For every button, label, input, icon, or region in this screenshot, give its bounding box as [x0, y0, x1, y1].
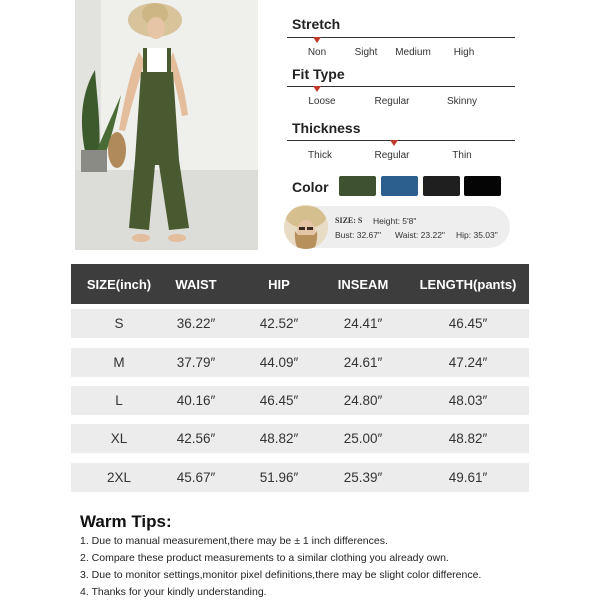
- warm-tips-title: Warm Tips:: [80, 512, 172, 531]
- product-photo: [75, 0, 258, 250]
- fit-type-marker-icon: [313, 86, 321, 92]
- stretch-option: Sight: [354, 47, 378, 58]
- waist-cell: 42.56″: [176, 431, 216, 446]
- thickness-line: [287, 140, 515, 141]
- tip-item: 4. Thanks for your kindly understanding.: [80, 586, 267, 598]
- waist-cell: 45.67″: [176, 470, 216, 485]
- size-cell: 2XL: [106, 470, 132, 485]
- fit-type-line: [287, 86, 515, 87]
- stretch-option: Non: [307, 47, 327, 58]
- length-cell: 46.45″: [448, 316, 488, 331]
- hip-cell: 42.52″: [259, 316, 299, 331]
- color-swatch-charcoal[interactable]: [423, 176, 460, 196]
- hip-cell: 46.45″: [259, 393, 299, 408]
- table-row: [71, 386, 529, 415]
- size-cell: XL: [110, 431, 128, 446]
- hip-cell: 51.96″: [259, 470, 299, 485]
- stretch-title: Stretch: [292, 16, 341, 32]
- table-row: [71, 348, 529, 377]
- hip-cell: 48.82″: [259, 431, 299, 446]
- length-cell: 48.03″: [448, 393, 488, 408]
- model-waist: Waist: 23.22": [395, 230, 445, 240]
- thickness-option: Thick: [308, 150, 332, 161]
- waist-cell: 37.79″: [176, 355, 216, 370]
- tip-item: 3. Due to monitor settings,monitor pixel definitions,there may be slight color difference.: [80, 569, 482, 581]
- inseam-cell: 24.41″: [343, 316, 383, 331]
- waist-cell: 36.22″: [176, 316, 216, 331]
- stretch-line: [287, 37, 515, 38]
- color-swatch-blue[interactable]: [381, 176, 418, 196]
- thickness-marker-icon: [390, 140, 398, 146]
- size-cell: L: [115, 393, 123, 408]
- fit-type-option: Regular: [374, 96, 410, 107]
- inseam-cell: 24.80″: [343, 393, 383, 408]
- length-cell: 49.61″: [448, 470, 488, 485]
- length-cell: 47.24″: [448, 355, 488, 370]
- thickness-option: Regular: [374, 150, 410, 161]
- header-hip: HIP: [268, 276, 290, 292]
- length-cell: 48.82″: [448, 431, 488, 446]
- color-swatch-black[interactable]: [464, 176, 501, 196]
- stretch-option: High: [453, 47, 475, 58]
- tip-item: 1. Due to manual measurement,there may be ± 1 inch differences.: [80, 535, 388, 547]
- color-title: Color: [292, 179, 329, 195]
- thickness-title: Thickness: [292, 120, 361, 136]
- table-row: [71, 309, 529, 338]
- header-length: LENGTH(pants): [419, 276, 517, 292]
- tip-item: 2. Compare these product measurements to a similar clothing you already own.: [80, 552, 449, 564]
- fit-type-option: Loose: [308, 96, 336, 107]
- table-header: [71, 264, 529, 304]
- model-height: Height: 5'8": [373, 216, 417, 226]
- header-size: SIZE(inch): [86, 276, 152, 292]
- avatar: [284, 205, 328, 249]
- inseam-cell: 25.00″: [343, 431, 383, 446]
- fit-type-option: Skinny: [446, 96, 478, 107]
- header-waist: WAIST: [175, 276, 217, 292]
- waist-cell: 40.16″: [176, 393, 216, 408]
- model-hip: Hip: 35.03": [456, 230, 498, 240]
- model-size: SIZE: S: [335, 216, 363, 225]
- table-row: [71, 424, 529, 453]
- header-inseam: INSEAM: [337, 276, 389, 292]
- hip-cell: 44.09″: [259, 355, 299, 370]
- thickness-option: Thin: [452, 150, 472, 161]
- stretch-option: Medium: [395, 47, 431, 58]
- size-cell: M: [113, 355, 125, 370]
- inseam-cell: 24.61″: [343, 355, 383, 370]
- inseam-cell: 25.39″: [343, 470, 383, 485]
- fit-type-title: Fit Type: [292, 66, 345, 82]
- color-swatch-olive[interactable]: [339, 176, 376, 196]
- size-cell: S: [114, 316, 124, 331]
- table-row: [71, 463, 529, 492]
- model-bust: Bust: 32.67": [335, 230, 382, 240]
- stretch-marker-icon: [313, 37, 321, 43]
